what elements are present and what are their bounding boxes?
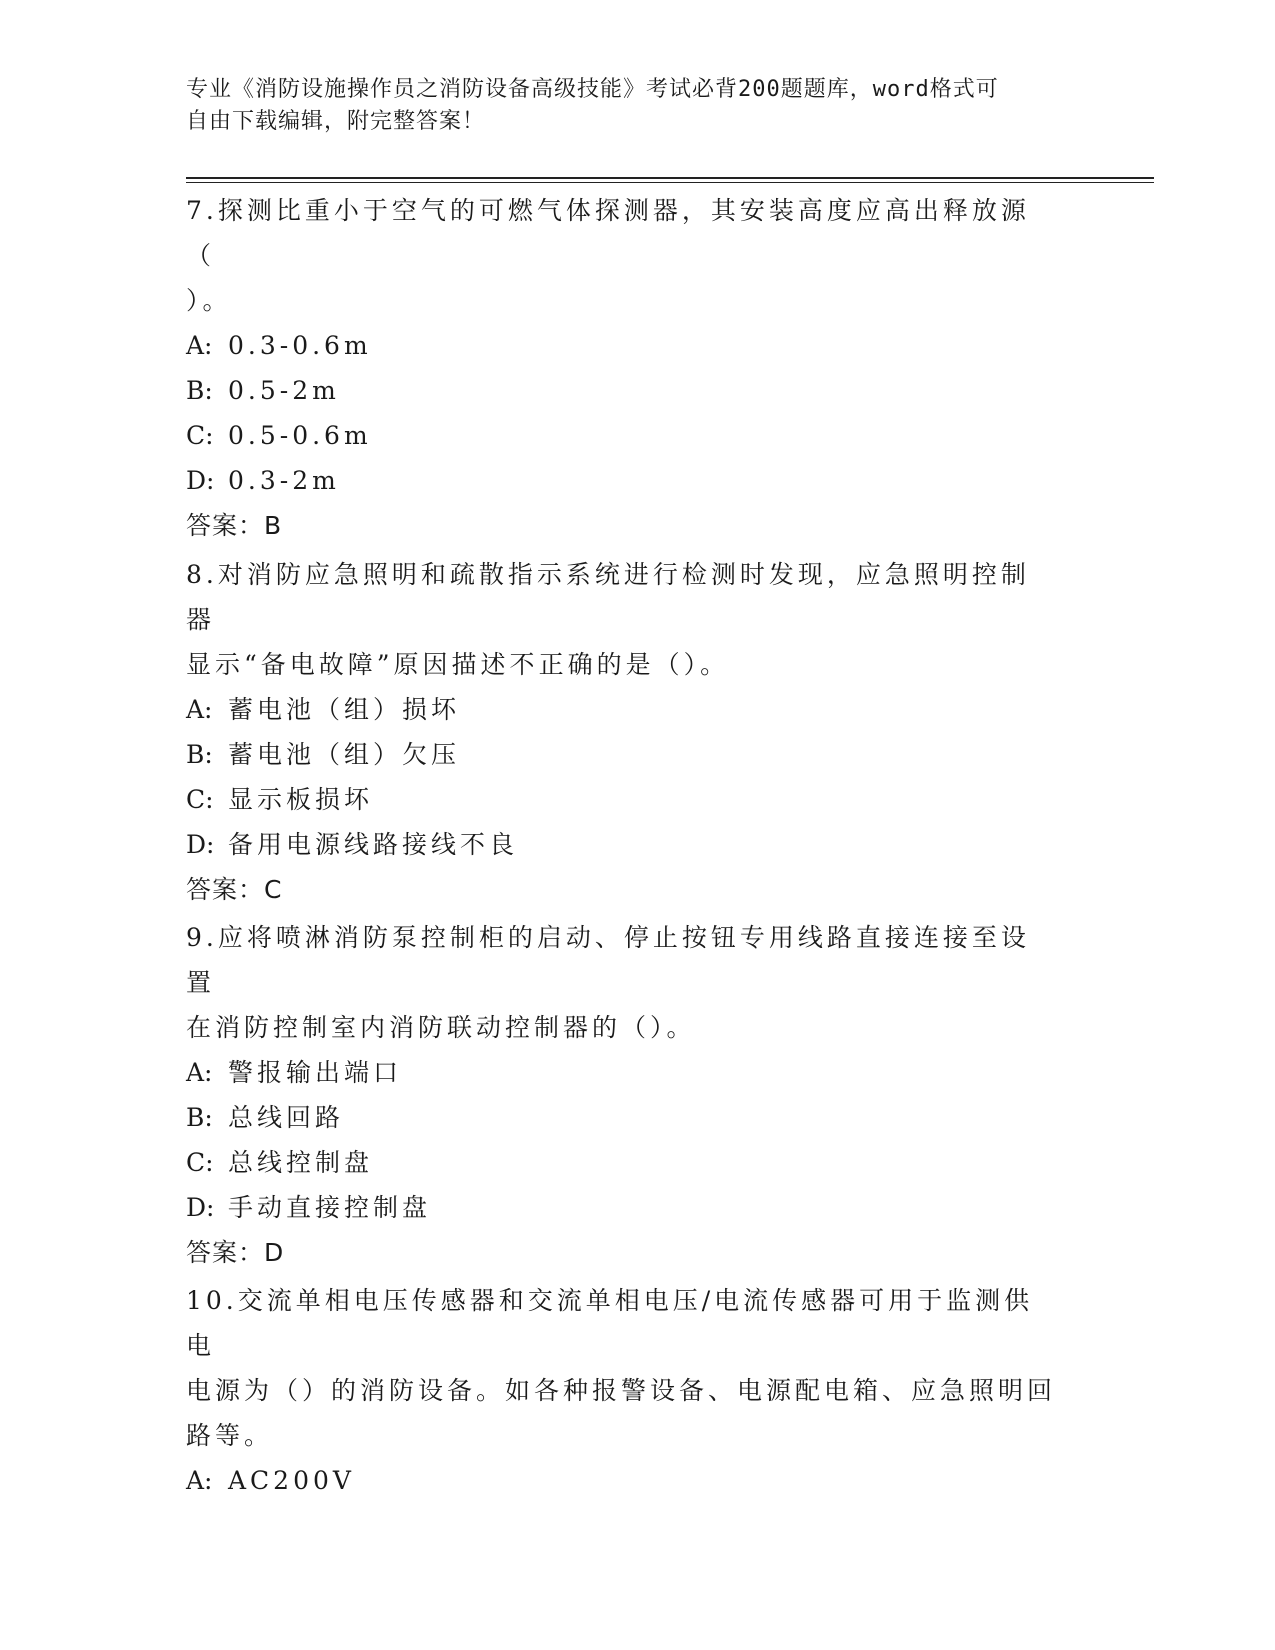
option-key: D:: [186, 830, 215, 859]
answer-line: 答案：C: [186, 875, 283, 904]
option-text: 0.3-0.6m: [228, 331, 372, 360]
answer-line: 答案：D: [186, 1238, 285, 1267]
option-key: A:: [186, 1466, 213, 1495]
option-key: C:: [186, 421, 214, 450]
header-divider-thin: [186, 182, 1154, 183]
question-10: [186, 1278, 1056, 1503]
option-key: A:: [186, 331, 213, 360]
option-text: 0.5-2m: [228, 376, 340, 405]
option-d: [186, 1185, 1056, 1230]
option-key: C:: [186, 785, 214, 814]
option-key: A:: [186, 695, 213, 724]
option-text: 手动直接控制盘: [228, 1193, 432, 1222]
question-text: 10.交流单相电压传感器和交流单相电压/电流传感器可用于监测供电: [186, 1286, 1034, 1360]
option-a: [186, 1050, 1056, 1095]
option-text: 0.5-0.6m: [228, 421, 372, 450]
option-c: [186, 413, 1056, 458]
header-line: 自由下载编辑，附完整答案！: [186, 109, 486, 134]
question-text: 在消防控制室内消防联动控制器的（）。: [186, 1013, 696, 1042]
question-8: [186, 552, 1056, 912]
option-b: [186, 732, 1056, 777]
option-d: [186, 458, 1056, 503]
option-d: [186, 822, 1056, 867]
option-key: B:: [186, 376, 213, 405]
option-text: 0.3-2m: [228, 466, 340, 495]
option-c: [186, 777, 1056, 822]
option-key: C:: [186, 1148, 214, 1177]
option-key: D:: [186, 1193, 215, 1222]
question-7: [186, 188, 1056, 548]
option-c: [186, 1140, 1056, 1185]
header-divider: [186, 177, 1154, 179]
option-text: 总线回路: [228, 1103, 345, 1132]
question-text: 显示“备电故障”原因描述不正确的是（）。: [186, 650, 730, 679]
option-b: [186, 368, 1056, 413]
option-key: A:: [186, 1058, 213, 1087]
header-line: 专业《消防设施操作员之消防设备高级技能》考试必背200题题库，word格式可: [186, 77, 999, 102]
option-text: 显示板损坏: [228, 785, 374, 814]
option-key: D:: [186, 466, 215, 495]
answer-line: 答案：B: [186, 511, 283, 540]
option-b: [186, 1095, 1056, 1140]
option-a: [186, 323, 1056, 368]
option-key: B:: [186, 740, 213, 769]
question-text: 9.应将喷淋消防泵控制柜的启动、停止按钮专用线路直接连接至设置: [186, 923, 1030, 997]
option-a: [186, 1458, 1056, 1503]
option-text: AC200V: [228, 1466, 355, 1495]
question-text: 8.对消防应急照明和疏散指示系统进行检测时发现，应急照明控制器: [186, 560, 1030, 634]
question-text: 7.探测比重小于空气的可燃气体探测器，其安装高度应高出释放源（: [186, 196, 1030, 270]
option-text: 备用电源线路接线不良: [228, 830, 519, 859]
option-key: B:: [186, 1103, 213, 1132]
question-9: [186, 915, 1056, 1275]
option-text: 蓄电池（组）欠压: [228, 740, 461, 769]
question-text: 路等。: [186, 1421, 274, 1450]
option-a: [186, 687, 1056, 732]
option-text: 蓄电池（组）损坏: [228, 695, 461, 724]
option-text: 警报输出端口: [228, 1058, 403, 1087]
question-text: ）。: [186, 286, 232, 315]
document-header: [186, 74, 1066, 138]
question-text: 电源为（）的消防设备。如各种报警设备、电源配电箱、应急照明回: [186, 1376, 1057, 1405]
option-text: 总线控制盘: [228, 1148, 374, 1177]
